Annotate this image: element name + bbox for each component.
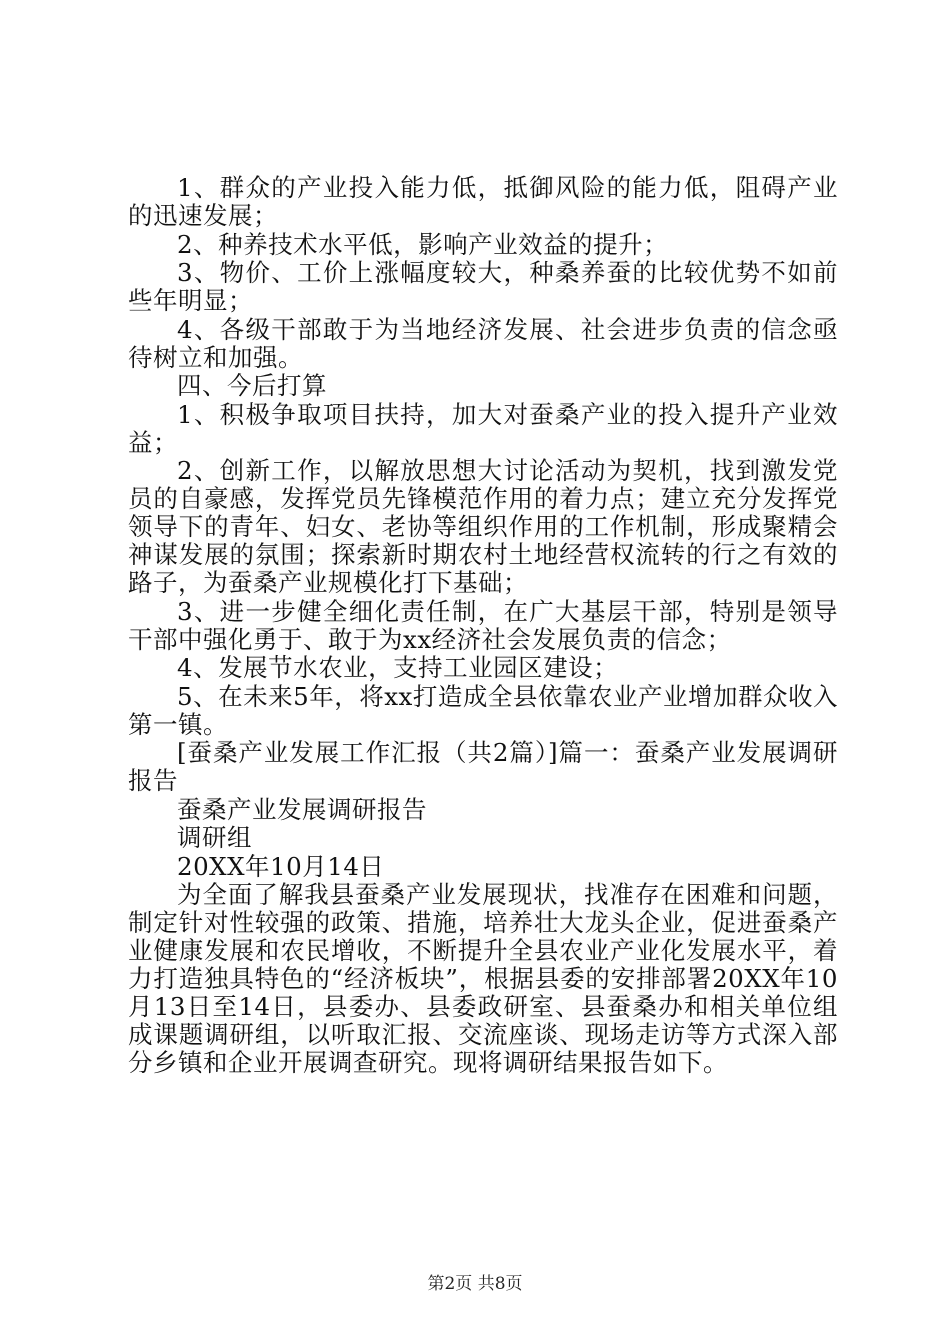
paragraph-intro: 为全面了解我县蚕桑产业发展现状，找准存在困难和问题，制定针对性较强的政策、措施，培养壮大龙头企业，促进蚕桑产业健康发展和农民增收，不断提升全县农业产业化发展水平，着力打造独具特色的“经济板块”，根据县委的安排部署20XX年10月13日至14日，县委办、县委政研室、县蚕桑办和相关单位组成课题调研组，以听取汇报、交流座谈、现场走访等方式深入部分乡镇和企业开展调查研究。现将调研结果报告如下。: [128, 880, 838, 1077]
paragraph-plan-3: 3、进一步健全细化责任制，在广大基层干部，特别是领导干部中强化勇于、敢于为xx经济社会发展负责的信念；: [128, 596, 838, 654]
report-author: 调研组: [177, 823, 252, 852]
paragraph-problem-1: 1、群众的产业投入能力低，抵御风险的能力低，阻碍产业的迅速发展；: [128, 173, 838, 230]
report-date: 20XX年10月14日: [177, 851, 385, 881]
document-body: [128, 174, 838, 1078]
paragraph-problem-2: 2、种养技术水平低，影响产业效益的提升；: [177, 229, 669, 259]
paragraph-plan-2: 2、创新工作，以解放思想大讨论活动为契机，找到激发党员的自豪感，发挥党员先锋模范作用的着力点；建立充分发挥党领导下的青年、妇女、老协等组织作用的工作机制，形成聚精会神谋发展的氛围；探索新时期农村土地经营权流转的行之有效的路子，为蚕桑产业规模化打下基础；: [128, 456, 838, 597]
paragraph-plan-1: 1、积极争取项目扶持，加大对蚕桑产业的投入提升产业效益；: [128, 399, 838, 457]
report-title: 蚕桑产业发展调研报告: [177, 794, 427, 824]
paragraph-problem-3: 3、物价、工价上涨幅度较大，种桑养蚕的比较优势不如前些年明显；: [128, 258, 838, 315]
page-footer: 第2页 共8页: [427, 1274, 523, 1294]
paragraph-plan-4: 4、发展节水农业，支持工业园区建设；: [177, 653, 619, 682]
section-heading-future-plans: 四、今后打算: [177, 371, 327, 400]
paragraph-problem-4: 4、各级干部敢于为当地经济发展、社会进步负责的信念亟待树立和加强。: [128, 314, 838, 372]
paragraph-plan-5: 5、在未来5年，将xx打造成全县依靠农业产业增加群众收入第一镇。: [128, 681, 838, 739]
article-reference-title: [蚕桑产业发展工作汇报（共2篇）]篇一：蚕桑产业发展调研报告: [128, 738, 838, 795]
